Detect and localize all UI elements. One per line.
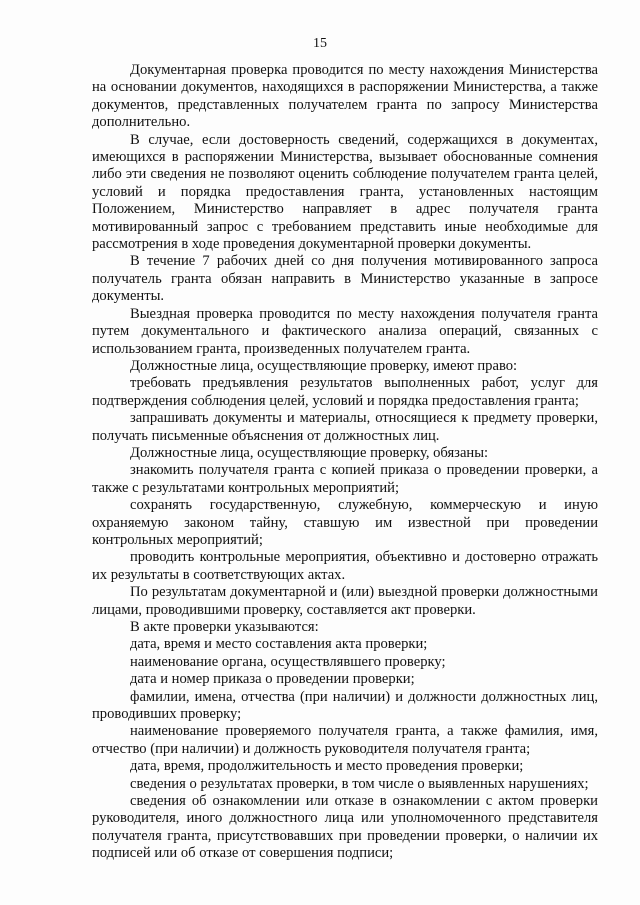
paragraph: Документарная проверка проводится по месту нахождения Министерства на основании документов, находящихся в распоряжении Министерства, а также документов, представленных получателем гранта по запросу Министерства дополнительно. <box>92 62 598 131</box>
paragraph: сохранять государственную, служебную, коммерческую и иную охраняемую законом тайну, ставшую им известной при проведении контрольных мероприятий; <box>92 497 598 548</box>
paragraph: Должностные лица, осуществляющие проверку, имеют право: <box>130 357 518 374</box>
paragraph: В случае, если достоверность сведений, содержащихся в документах, имеющихся в распоряжении Министерства, вызывает обоснованные сомнения либо эти сведения не позволяют оценить соблюдение получателем гранта целей, условий и порядка предоставления гранта, установленных настоящим Положением, Министерство направляет в адрес получателя гранта мотивированный запрос с требованием представить иные необходимые для рассмотрения в ходе проведения документарной проверки документы. <box>92 131 598 253</box>
paragraph: фамилии, имена, отчества (при наличии) и должности должностных лиц, проводивших проверку; <box>92 688 598 723</box>
document-body <box>92 62 598 863</box>
paragraph: По результатам документарной и (или) выездной проверки должностными лицами, проводившими проверку, составляется акт проверки. <box>92 584 598 618</box>
paragraph: дата и номер приказа о проведении проверки; <box>130 671 415 688</box>
paragraph: Должностные лица, осуществляющие проверку, обязаны: <box>130 444 489 461</box>
paragraph: проводить контрольные мероприятия, объективно и достоверно отражать их результаты в соответствующих актах. <box>92 549 598 583</box>
paragraph: дата, время, продолжительность и место проведения проверки; <box>130 758 524 775</box>
paragraph: наименование органа, осуществлявшего проверку; <box>130 653 446 670</box>
paragraph: требовать предъявления результатов выполненных работ, услуг для подтверждения соблюдения целей, условий и порядка предоставления гранта; <box>92 375 598 409</box>
paragraph: В акте проверки указываются: <box>130 619 319 635</box>
paragraph: знакомить получателя гранта с копией приказа о проведении проверки, а также с результатами контрольных мероприятий; <box>92 462 598 496</box>
paragraph: запрашивать документы и материалы, относящиеся к предмету проверки, получать письменные объяснения от должностных лиц. <box>92 410 598 444</box>
paragraph: сведения о результатах проверки, в том числе о выявленных нарушениях; <box>130 775 589 792</box>
paragraph: В течение 7 рабочих дней со дня получения мотивированного запроса получатель гранта обязан направить в Министерство указанные в запросе документы. <box>92 253 598 305</box>
paragraph: Выездная проверка проводится по месту нахождения получателя гранта путем документального и фактического анализа операций, связанных с использованием гранта, произведенных получателем гранта. <box>92 305 598 357</box>
paragraph: наименование проверяемого получателя гранта, а также фамилия, имя, отчество (при наличии) и должность руководителя получателя гранта; <box>92 723 598 757</box>
paragraph: сведения об ознакомлении или отказе в ознакомлении с актом проверки руководителя, иного должностного лица или уполномоченного представителя получателя гранта, присутствовавших при проведении проверки, о наличии их подписей или об отказе от совершения подписи; <box>92 793 598 862</box>
paragraph: дата, время и место составления акта проверки; <box>130 636 428 653</box>
page-number: 15 <box>313 36 327 51</box>
